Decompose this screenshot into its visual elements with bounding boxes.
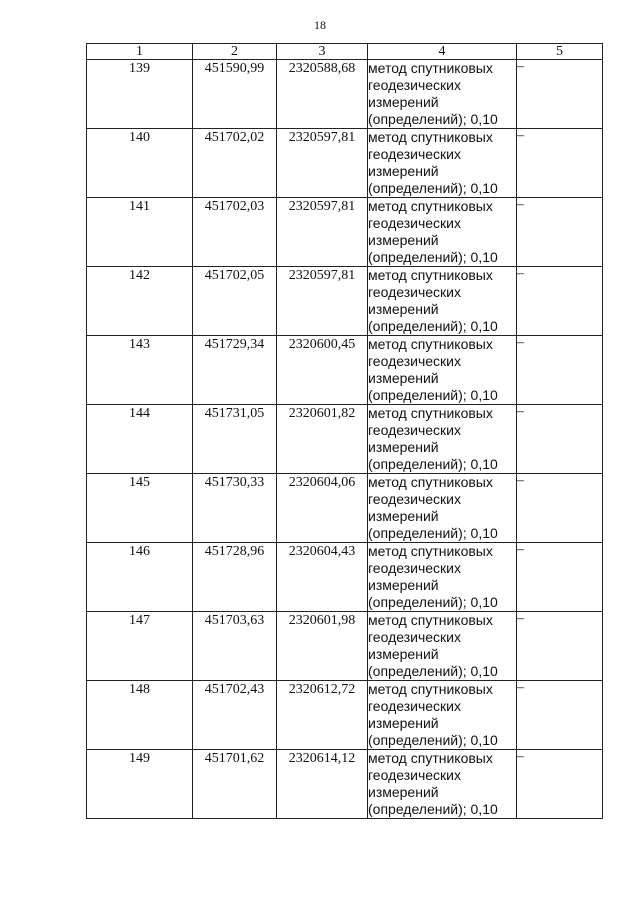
column-header-3: 3 (277, 44, 368, 60)
method-line: геодезических (368, 77, 461, 93)
method-line: измерений (368, 784, 439, 800)
table-row (87, 129, 603, 198)
method-line: измерений (368, 508, 439, 524)
note-cell: – (517, 750, 603, 819)
y-coordinate-cell: 2320597,81 (277, 267, 368, 336)
table-row (87, 405, 603, 474)
point-number-cell: 146 (87, 543, 193, 612)
table-row (87, 474, 603, 543)
y-coordinate-cell: 2320601,98 (277, 612, 368, 681)
method-line: геодезических (368, 422, 461, 438)
note-cell: – (517, 405, 603, 474)
method-line: геодезических (368, 491, 461, 507)
method-line: метод спутниковых (368, 198, 493, 214)
x-coordinate-cell: 451701,62 (193, 750, 277, 819)
method-line: (определений); 0,10 (368, 180, 498, 196)
note-cell: – (517, 474, 603, 543)
note-cell: – (517, 543, 603, 612)
method-cell (368, 405, 517, 474)
method-line: метод спутниковых (368, 543, 493, 559)
method-line: метод спутниковых (368, 681, 493, 697)
method-line: метод спутниковых (368, 336, 493, 352)
method-cell (368, 129, 517, 198)
method-line: (определений); 0,10 (368, 525, 498, 541)
x-coordinate-cell: 451702,03 (193, 198, 277, 267)
method-line: геодезических (368, 560, 461, 576)
method-line: метод спутниковых (368, 60, 493, 76)
note-cell: – (517, 129, 603, 198)
x-coordinate-cell: 451702,05 (193, 267, 277, 336)
method-line: метод спутниковых (368, 405, 493, 421)
point-number-cell: 140 (87, 129, 193, 198)
method-line: измерений (368, 370, 439, 386)
point-number-cell: 141 (87, 198, 193, 267)
x-coordinate-cell: 451731,05 (193, 405, 277, 474)
method-line: (определений); 0,10 (368, 249, 498, 265)
point-number-cell: 142 (87, 267, 193, 336)
point-number-cell: 147 (87, 612, 193, 681)
method-line: измерений (368, 646, 439, 662)
method-line: измерений (368, 439, 439, 455)
method-line: геодезических (368, 629, 461, 645)
note-cell: – (517, 198, 603, 267)
method-line: измерений (368, 301, 439, 317)
note-cell: – (517, 60, 603, 129)
method-line: метод спутниковых (368, 129, 493, 145)
method-line: метод спутниковых (368, 750, 493, 766)
x-coordinate-cell: 451702,43 (193, 681, 277, 750)
table-body (87, 60, 603, 819)
method-line: геодезических (368, 215, 461, 231)
table-header-row (87, 44, 603, 60)
point-number-cell: 149 (87, 750, 193, 819)
column-header-1: 1 (87, 44, 193, 60)
method-line: измерений (368, 94, 439, 110)
table-row (87, 681, 603, 750)
coordinates-table (86, 43, 603, 819)
x-coordinate-cell: 451730,33 (193, 474, 277, 543)
table-row (87, 267, 603, 336)
y-coordinate-cell: 2320604,43 (277, 543, 368, 612)
point-number-cell: 145 (87, 474, 193, 543)
point-number-cell: 144 (87, 405, 193, 474)
note-cell: – (517, 267, 603, 336)
method-line: метод спутниковых (368, 267, 493, 283)
y-coordinate-cell: 2320604,06 (277, 474, 368, 543)
y-coordinate-cell: 2320612,72 (277, 681, 368, 750)
x-coordinate-cell: 451702,02 (193, 129, 277, 198)
method-line: метод спутниковых (368, 474, 493, 490)
y-coordinate-cell: 2320597,81 (277, 198, 368, 267)
x-coordinate-cell: 451590,99 (193, 60, 277, 129)
column-header-2: 2 (193, 44, 277, 60)
method-cell (368, 681, 517, 750)
table-row (87, 612, 603, 681)
method-line: (определений); 0,10 (368, 663, 498, 679)
method-line: (определений); 0,10 (368, 318, 498, 334)
method-line: измерений (368, 232, 439, 248)
point-number-cell: 148 (87, 681, 193, 750)
method-line: измерений (368, 577, 439, 593)
page-number: 18 (314, 18, 326, 32)
method-cell (368, 612, 517, 681)
method-cell (368, 198, 517, 267)
method-cell (368, 336, 517, 405)
table-row (87, 750, 603, 819)
x-coordinate-cell: 451703,63 (193, 612, 277, 681)
method-line: (определений); 0,10 (368, 111, 498, 127)
method-line: геодезических (368, 767, 461, 783)
note-cell: – (517, 612, 603, 681)
x-coordinate-cell: 451728,96 (193, 543, 277, 612)
y-coordinate-cell: 2320588,68 (277, 60, 368, 129)
x-coordinate-cell: 451729,34 (193, 336, 277, 405)
y-coordinate-cell: 2320597,81 (277, 129, 368, 198)
note-cell: – (517, 681, 603, 750)
table-row (87, 543, 603, 612)
method-line: геодезических (368, 698, 461, 714)
method-line: геодезических (368, 353, 461, 369)
method-line: (определений); 0,10 (368, 594, 498, 610)
method-line: измерений (368, 163, 439, 179)
column-header-5: 5 (517, 44, 603, 60)
method-line: (определений); 0,10 (368, 801, 498, 817)
method-cell (368, 750, 517, 819)
method-cell (368, 60, 517, 129)
table-row (87, 336, 603, 405)
method-cell (368, 474, 517, 543)
method-line: измерений (368, 715, 439, 731)
method-line: (определений); 0,10 (368, 456, 498, 472)
table-row (87, 198, 603, 267)
method-line: геодезических (368, 284, 461, 300)
point-number-cell: 139 (87, 60, 193, 129)
point-number-cell: 143 (87, 336, 193, 405)
y-coordinate-cell: 2320600,45 (277, 336, 368, 405)
y-coordinate-cell: 2320614,12 (277, 750, 368, 819)
method-line: метод спутниковых (368, 612, 493, 628)
y-coordinate-cell: 2320601,82 (277, 405, 368, 474)
note-cell: – (517, 336, 603, 405)
method-line: (определений); 0,10 (368, 387, 498, 403)
method-line: геодезических (368, 146, 461, 162)
method-cell (368, 543, 517, 612)
method-cell (368, 267, 517, 336)
method-line: (определений); 0,10 (368, 732, 498, 748)
column-header-4: 4 (368, 44, 517, 60)
table-row (87, 60, 603, 129)
